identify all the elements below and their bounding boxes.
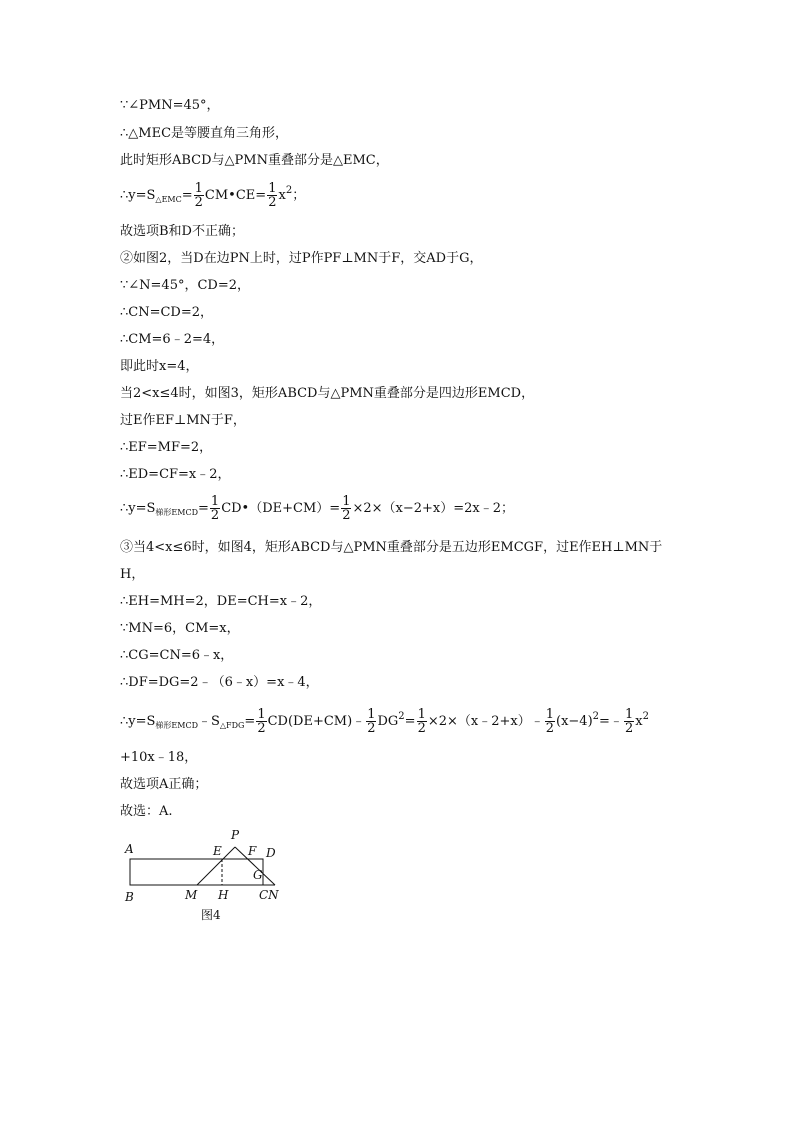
- fraction: $\frac{1}{2}$: [545, 707, 555, 736]
- label-f: F: [248, 844, 257, 858]
- formula-text: ∴y=S: [120, 501, 156, 516]
- formula-text: CD(DE+CM)﹣: [267, 714, 366, 729]
- formula-text: =﹣: [599, 714, 623, 729]
- formula-line: [120, 700, 649, 743]
- formula-text: CM•CE=: [204, 188, 267, 203]
- superscript: 2: [398, 711, 405, 722]
- formula-text: ∴y=S: [120, 188, 156, 203]
- text-line: ∵MN=6，CM=x，: [120, 621, 240, 636]
- text-line: 故选项B和D不正确；: [120, 224, 244, 239]
- superscript: 2: [285, 185, 293, 196]
- text-line: ∴DF=DG=2﹣（6﹣x）=x﹣4，: [120, 675, 319, 690]
- text-line: 当2<x≤4时，如图3，矩形ABCD与△PMN重叠部分是四边形EMCD，: [120, 386, 535, 401]
- superscript: 2: [642, 711, 649, 722]
- text-line: ∴CN=CD=2，: [120, 305, 214, 320]
- text-line: ∴CM=6﹣2=4，: [120, 332, 225, 347]
- label-d: D: [266, 846, 276, 860]
- figure-caption: 图4: [201, 908, 221, 922]
- fraction: $\frac{1}{2}$: [417, 707, 426, 736]
- rectangle-abcd: [130, 859, 263, 885]
- label-m: M: [185, 888, 198, 902]
- superscript: 2: [592, 711, 600, 722]
- text-line: ③当4<x≤6时，如图4，矩形ABCD与△PMN重叠部分是五边形EMCGF，过E作EH⊥MN于: [120, 540, 663, 555]
- formula-text: ∴y=S: [120, 714, 156, 729]
- formula-text: x: [278, 188, 286, 203]
- label-a: A: [125, 842, 134, 856]
- label-cn: CN: [259, 888, 279, 902]
- text-line: 故选：A.: [120, 804, 173, 819]
- label-p: P: [231, 828, 240, 842]
- formula-text: =: [244, 714, 256, 729]
- text-line: 即此时x=4，: [120, 359, 199, 374]
- text-line: ②如图2，当D在边PN上时，过P作PF⊥MN于F，交AD于G，: [120, 251, 483, 266]
- formula-text: ；: [292, 188, 306, 203]
- label-g: G: [253, 868, 263, 882]
- fraction: $\frac{1}{2}$: [342, 494, 351, 523]
- subscript: △EMC: [155, 195, 182, 204]
- text-line: ∵∠N=45°，CD=2，: [120, 278, 251, 293]
- fraction: $\frac{1}{2}$: [194, 181, 203, 210]
- formula-text: =: [198, 501, 209, 516]
- text-line: 故选项A正确；: [120, 777, 208, 792]
- fraction: $\frac{1}{2}$: [268, 181, 277, 210]
- label-b: B: [125, 890, 134, 904]
- formula-text: =: [181, 188, 193, 203]
- formula-text: ×2×（x﹣2+x）﹣: [427, 714, 544, 729]
- text-line: 此时矩形ABCD与△PMN重叠部分是△EMC，: [120, 153, 389, 168]
- text-line: +10x﹣18，: [120, 750, 198, 765]
- formula-line: [120, 176, 305, 215]
- text-line: ∴CG=CN=6﹣x，: [120, 648, 234, 663]
- formula-text: x: [635, 714, 643, 729]
- subscript: 梯形EMCD: [155, 721, 198, 730]
- label-e: E: [213, 844, 222, 858]
- label-h: H: [218, 888, 229, 902]
- subscript: △FDG: [219, 721, 245, 730]
- geometry-figure-4: [115, 825, 315, 935]
- text-line: 过E作EF⊥MN于F，: [120, 413, 246, 428]
- formula-text: ×2×（x−2+x）=2x﹣2；: [352, 501, 515, 516]
- formula-line: [120, 494, 514, 528]
- fraction: $\frac{1}{2}$: [367, 707, 376, 736]
- text-line: ∴EF=MF=2，: [120, 440, 213, 455]
- text-line: ∴ED=CF=x﹣2，: [120, 467, 231, 482]
- fraction: $\frac{1}{2}$: [257, 707, 266, 736]
- formula-text: ﹣S: [198, 714, 220, 729]
- subscript: 梯形EMCD: [155, 508, 198, 517]
- formula-text: CD•（DE+CM）=: [221, 501, 341, 516]
- text-line: ∴△MEC是等腰直角三角形，: [120, 126, 289, 141]
- formula-text: (x−4): [556, 714, 593, 729]
- formula-text: DG: [377, 714, 399, 729]
- fraction: $\frac{1}{2}$: [624, 707, 634, 736]
- formula-text: =: [404, 714, 416, 729]
- fraction: $\frac{1}{2}$: [210, 494, 220, 523]
- text-line: ∵∠PMN=45°，: [120, 98, 220, 113]
- text-line: H，: [120, 567, 145, 582]
- text-line: ∴EH=MH=2，DE=CH=x﹣2，: [120, 594, 322, 609]
